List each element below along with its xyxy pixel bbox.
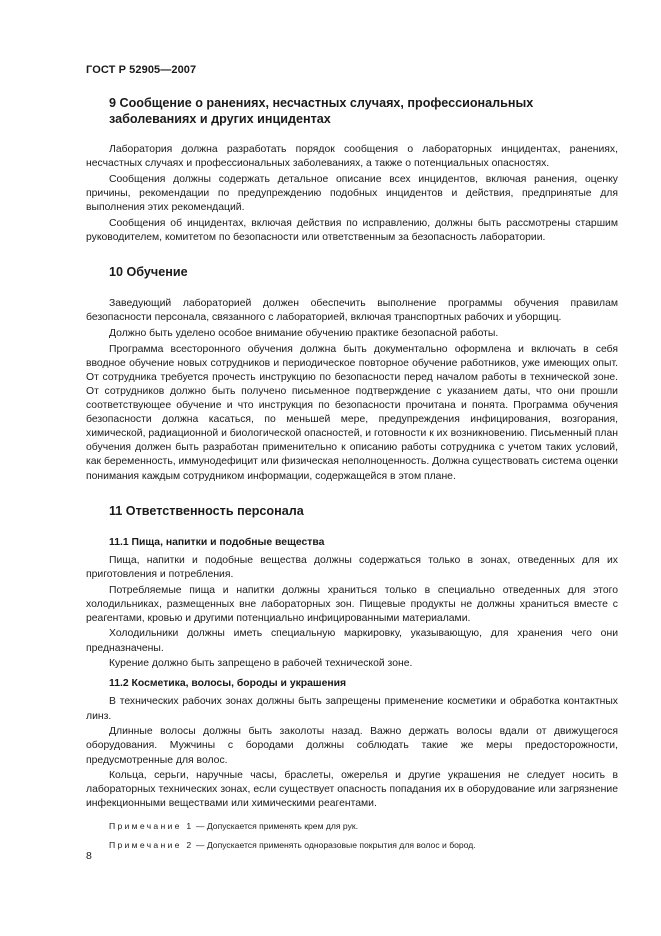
paragraph: Холодильники должны иметь специальную маркировку, указывающую, для хранения чего они предназначены. bbox=[86, 628, 618, 654]
note-label: Примечание 2 bbox=[109, 839, 194, 850]
subsection-11-2 bbox=[86, 677, 618, 850]
paragraph: Длинные волосы должны быть заколоты назад. Важно держать волосы вдали от движущегося оборудования. Мужчины с бородами должны соблюдать такие же меры предосторожности, предусмотренные для волос. bbox=[86, 726, 618, 766]
section-10 bbox=[86, 264, 618, 484]
page-number: 8 bbox=[86, 850, 92, 862]
subsection-heading: 11.2 Косметика, волосы, бороды и украшения bbox=[109, 678, 347, 690]
note-text: — Допускается применять крем для рук. bbox=[193, 820, 359, 831]
subsection-heading: 11.1 Пища, напитки и подобные вещества bbox=[109, 536, 325, 548]
paragraph: Потребляемые пища и напитки должны храниться только в специально отведенных для этого холодильниках, размещенных вне лабораторных зон. Пищевые продукты не должны храниться вместе с реагентами, кровью и другими потенциально инфицированными материалами. bbox=[86, 584, 618, 624]
document-body bbox=[86, 95, 618, 851]
section-heading: 10 Обучение bbox=[109, 265, 188, 280]
note-1 bbox=[86, 820, 618, 832]
paragraph: В технических рабочих зонах должны быть запрещены применение косметики и обработка контактных линз. bbox=[86, 696, 618, 722]
section-heading: 11 Ответственность персонала bbox=[109, 503, 304, 518]
note-text: — Допускается применять одноразовые покрытия для волос и бород. bbox=[193, 839, 476, 850]
section-heading: 9 Сообщение о ранениях, несчастных случаях, профессиональных заболеваниях и других инцидентах bbox=[109, 96, 534, 126]
section-11 bbox=[86, 503, 618, 851]
note-2 bbox=[86, 839, 618, 851]
subsection-11-1 bbox=[86, 536, 618, 672]
paragraph: Должно быть уделено особое внимание обучению практике безопасной работы. bbox=[109, 327, 499, 339]
paragraph: Курение должно быть запрещено в рабочей технической зоне. bbox=[109, 658, 413, 670]
paragraph: Заведующий лабораторией должен обеспечить выполнение программы обучения правилам безопасности персонала, связанного с лабораторией, включая транспортных рабочих и уборщиц. bbox=[86, 298, 618, 324]
paragraph: Кольца, серьги, наручные часы, браслеты, ожерелья и другие украшения не следует носить в лабораторных технических зонах, если существует опасность попадания их в оборудование или загрязнение инфекционными веществами или химическими реагентами. bbox=[86, 770, 618, 810]
paragraph: Сообщения должны содержать детальное описание всех инцидентов, включая ранения, оценку причины, рекомендации по предупреждению подобных инцидентов и действия, предпринятые для выполнения этих рекомендаций. bbox=[86, 173, 618, 214]
note-label: Примечание 1 bbox=[109, 820, 194, 831]
paragraph: Пища, напитки и подобные вещества должны содержаться только в зонах, отведенных для их приготовления и потребления. bbox=[86, 554, 618, 580]
document-header: ГОСТ Р 52905—2007 bbox=[86, 64, 197, 76]
paragraph: Программа всесторонного обучения должна быть документально оформлена и включать в себя вводное обучение новых сотрудников и периодическое повторное обучение работников, уже имеющих опыт. От сотрудника требуется прочесть инструкцию по безопасности перед началом работы в технической зоне. От сотрудников должно быть получено письменное подтверждение с указанием даты, что они прошли соответствующее обучение и что инструкция по безопасности прочитана и понята. Программа обучения безопасности должна касаться, по меньшей мере, предупреждения инфицирования, возгорания, химической, радиационной и биологической опасностей, и готовности к их возникновению. Письменный план обучения должен быть разработан применительно к описанию работы сотрудника с учетом таких условий, как беременность, иммунодефицит или физическая неполноценность. Должна существовать система оценки понимания каждым сотрудником информации, содержащейся в этом плане. bbox=[86, 343, 618, 482]
paragraph: Сообщения об инцидентах, включая действия по исправлению, должны быть рассмотрены старшим руководителем, комитетом по безопасности или ответственным за безопасность лаборатории. bbox=[86, 217, 618, 243]
section-9 bbox=[86, 95, 618, 245]
paragraph: Лаборатория должна разработать порядок сообщения о лабораторных инцидентах, ранениях, несчастных случаях и профессиональных заболеваниях, а также о потенциальных опасностях. bbox=[86, 144, 618, 170]
